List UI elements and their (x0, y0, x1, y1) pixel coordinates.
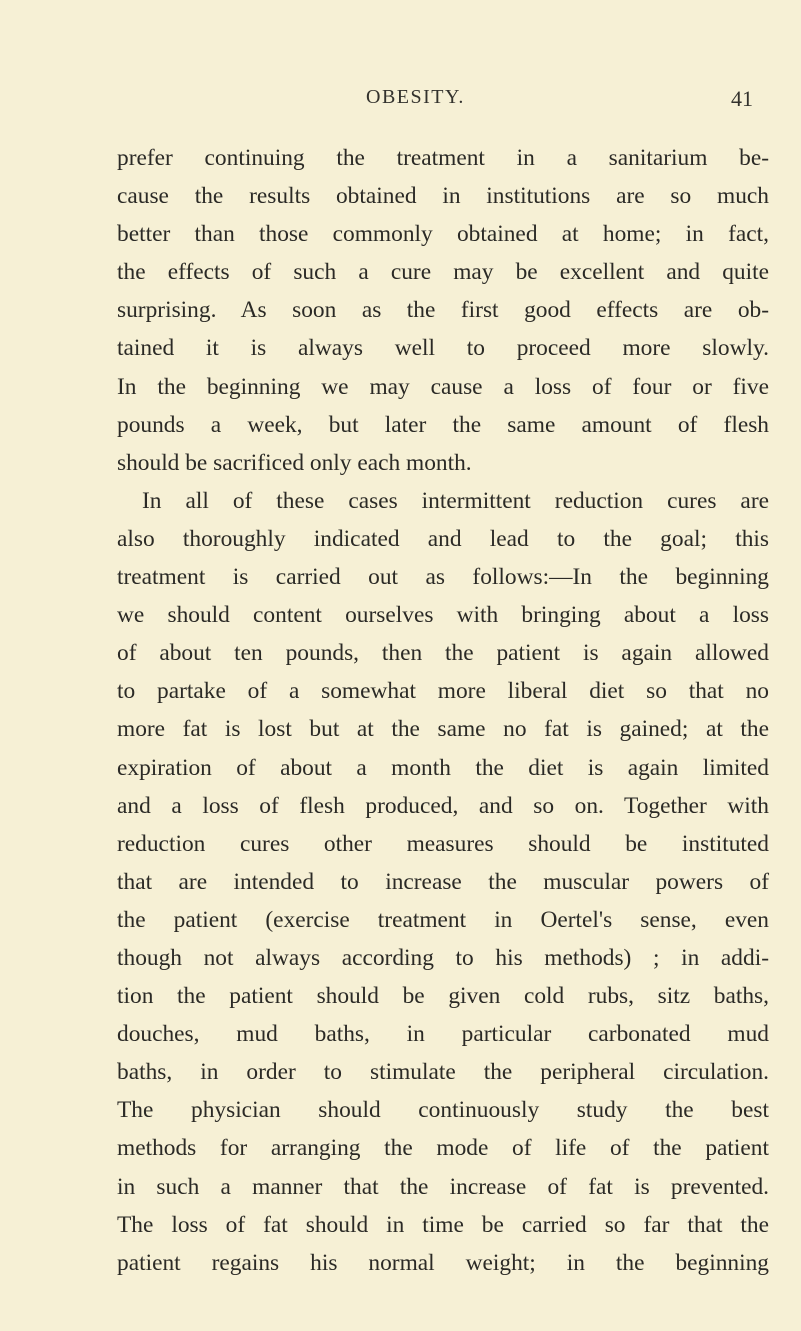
text-line: In the beginning we may cause a loss of four or five (117, 373, 769, 400)
text-line: and a loss of flesh produced, and so on. Together with (117, 792, 769, 819)
text-line: treatment is carried out as follows:—In the beginning (117, 564, 769, 591)
text-line: pounds a week, but later the same amount of flesh (117, 411, 769, 438)
text-line: surprising. As soon as the first good effects are ob- (117, 297, 769, 324)
text-line: douches, mud baths, in particular carbonated mud (117, 1021, 769, 1048)
text-line: of about ten pounds, then the patient is again allowed (117, 640, 769, 667)
text-line: prefer continuing the treatment in a sanitarium be- (117, 145, 769, 171)
page-number: 41 (731, 86, 753, 111)
text-line: should be sacrificed only each month. (117, 449, 472, 476)
text-line: reduction cures other measures should be instituted (117, 830, 769, 857)
text-line: we should content ourselves with bringing about a loss (117, 602, 769, 629)
text-line: though not always according to his methods) ; in addi- (117, 944, 769, 971)
text-line: patient regains his normal weight; in the beginning (117, 1249, 769, 1276)
text-line: expiration of about a month the diet is again limited (117, 754, 769, 781)
text-line: to partake of a somewhat more liberal diet so that no (117, 678, 769, 705)
text-line: tained it is always well to proceed more slowly. (117, 335, 769, 362)
text-line: The loss of fat should in time be carried so far that the (117, 1211, 769, 1238)
text-line: cause the results obtained in institutions are so much (117, 183, 769, 210)
text-line: In all of these cases intermittent reduction cures are (142, 487, 769, 514)
text-line: methods for arranging the mode of life of the patient (117, 1135, 769, 1162)
text-line: that are intended to increase the muscular powers of (117, 868, 769, 895)
text-line: better than those commonly obtained at home; in fact, (117, 221, 769, 248)
text-line: baths, in order to stimulate the peripheral circulation. (117, 1059, 769, 1086)
text-line: The physician should continuously study the best (117, 1097, 769, 1124)
text-line: in such a manner that the increase of fat is prevented. (117, 1173, 769, 1200)
body-text (117, 139, 769, 1282)
text-line: tion the patient should be given cold rubs, sitz baths, (117, 983, 769, 1010)
running-title: OBESITY. (366, 86, 465, 108)
text-line: also thoroughly indicated and lead to the goal; this (117, 525, 769, 552)
text-line: more fat is lost but at the same no fat is gained; at the (117, 716, 769, 743)
text-line: the effects of such a cure may be excellent and quite (117, 259, 769, 286)
text-line: the patient (exercise treatment in Oertel's sense, even (117, 906, 769, 933)
